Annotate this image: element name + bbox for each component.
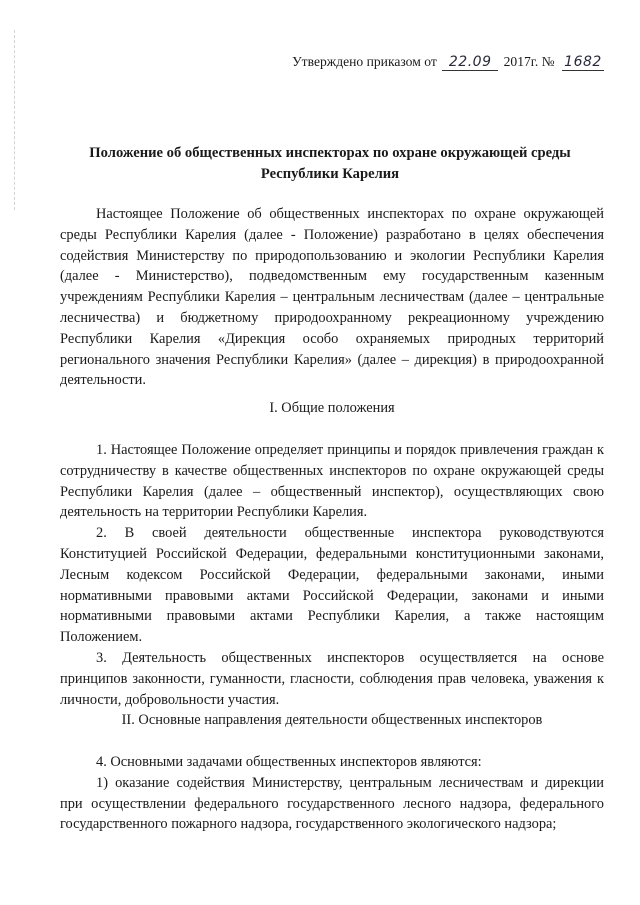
section-2-heading: II. Основные направления деятельности общественных инспекторов [121,712,543,728]
title-line-1: Положение об общественных инспекторах по охране окружающей среды [89,145,571,161]
scan-margin-marks [14,30,25,210]
paragraph-4-item-1: 1) оказание содействия Министерству, центральным лесничествам и дирекции при осуществлении федерального государственного лесного надзора, федерального государственного пожарного надзора, государственного экологического надзора; [60,774,604,833]
handwritten-order-number: 1682 [562,54,604,71]
paragraph-2: 2. В своей деятельности общественные инспектора руководствуются Конституцией Российской Федерации, федеральными конституционными законами, Лесным кодексом Российской Федерации, федеральными законами, иными нормативными правовыми актами Российской Федерации, законами и иными нормативными правовыми актами Республики Карелия, а также настоящим Положением. [60,525,604,646]
intro-paragraph-block [60,204,604,391]
section-2-body [60,752,604,835]
handwritten-date: 22.09 [442,54,498,71]
paragraph-1: 1. Настоящее Положение определяет принципы и порядок привлечения граждан к сотрудничеству в качестве общественных инспекторов по охране окружающей среды Республики Карелия (далее – общественный инспектор), осуществляющих свою деятельность на территории Республики Карелия. [60,442,604,521]
section-1-heading: I. Общие положения [269,400,395,416]
document-title [60,143,600,185]
intro-paragraph: Настоящее Положение об общественных инспекторах по охране окружающей среды Республики Карелия (далее - Положение) разработано в целях обеспечения содействия Министерству по природопользованию и экологии Республики Карелия (далее - Министерство), подведомственным ему государственным казенным учреждениям Республики Карелия – центральным лесничествам (далее – центральные лесничества) и бюджетному природоохранному рекреационному учреждению Республики Карелия «Дирекция особо охраняемых природных территорий регионального значения Республики Карелия» (далее – дирекция) в природоохранной деятельности. [60,206,604,389]
approval-prefix: Утверждено приказом от [292,54,437,69]
approval-year: 2017г. № [503,54,555,69]
title-line-2: Республики Карелия [260,166,400,182]
paragraph-4: 4. Основными задачами общественных инспекторов являются: [96,754,482,770]
paragraph-3: 3. Деятельность общественных инспекторов осуществляется на основе принципов законности, гуманности, гласности, соблюдения прав человека, уважения к личности, добровольности участия. [60,649,604,708]
section-1-body [60,440,604,710]
approval-line [292,54,604,71]
